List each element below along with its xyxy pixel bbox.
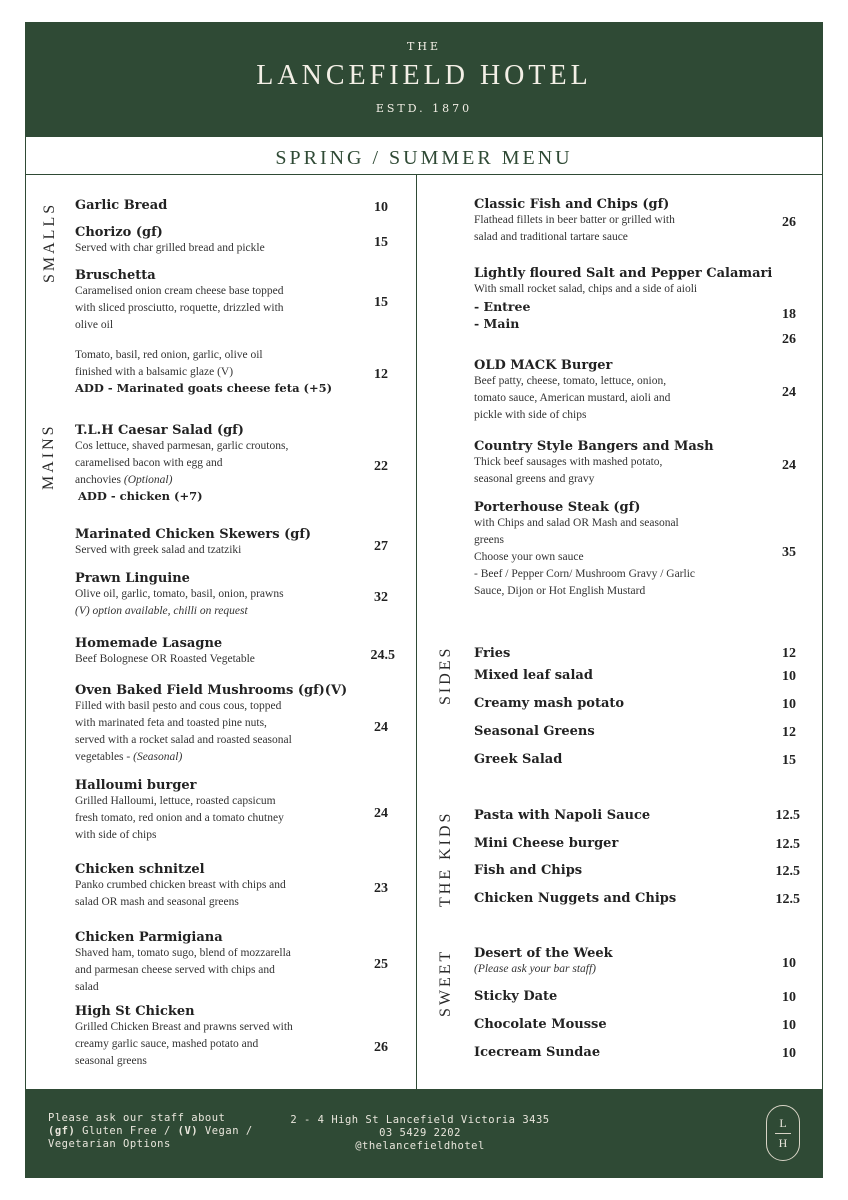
logo-bar	[775, 1133, 791, 1134]
menu-title: SPRING / SUMMER MENU	[25, 137, 823, 175]
item-price: 25	[374, 957, 388, 972]
item-desc: Olive oil, garlic, tomato, basil, onion, prawns	[75, 588, 284, 600]
contact-info	[285, 1114, 555, 1153]
menu-item	[474, 946, 613, 978]
item-price: 15	[374, 295, 388, 310]
item-desc: Flathead fillets in beer batter or grilled with	[474, 214, 675, 226]
item-price: 15	[782, 753, 796, 768]
item-desc: greens	[474, 534, 505, 546]
footer	[25, 1089, 823, 1178]
kids-item: Pasta with Napoli Sauce	[474, 808, 651, 823]
item-desc: Sauce, Dijon or Hot English Mustard	[474, 585, 646, 597]
item-desc: Thick beef sausages with mashed potato,	[474, 456, 663, 468]
menu-item	[75, 198, 167, 213]
item-price: 10	[782, 697, 796, 712]
header	[25, 22, 823, 137]
item-desc-text: anchovies	[75, 474, 121, 486]
item-desc: with sliced prosciutto, roquette, drizzled with	[75, 302, 284, 314]
item-name: Bruschetta	[75, 268, 156, 283]
item-desc: Served with greek salad and tzatziki	[75, 544, 242, 556]
menu-item	[75, 636, 255, 668]
sweet-item: Chocolate Mousse	[474, 1017, 607, 1032]
item-name: Chicken Parmigiana	[75, 930, 223, 945]
side-item: Creamy mash potato	[474, 696, 625, 711]
item-option: - Main	[474, 316, 520, 331]
item-add: ADD - Marinated goats cheese feta (+5)	[75, 381, 333, 395]
item-price: 26	[782, 215, 796, 230]
menu-item	[75, 268, 284, 334]
section-kids: THE KIDS	[437, 810, 454, 907]
social-handle: @thelancefieldhotel	[355, 1140, 485, 1152]
section-smalls: SMALLS	[41, 201, 58, 283]
kids-item: Fish and Chips	[474, 863, 583, 878]
item-desc: and parmesan cheese served with chips and	[75, 964, 275, 976]
item-desc: Shaved ham, tomato sugo, blend of mozzarella	[75, 947, 291, 959]
item-desc: finished with a balsamic glaze (V)	[75, 366, 234, 378]
item-price: 23	[374, 881, 388, 896]
menu-item	[75, 571, 284, 620]
item-desc	[75, 472, 288, 489]
item-price: 12	[374, 367, 388, 382]
dietary-line: Please ask our staff about	[48, 1112, 226, 1124]
item-name: Desert of the Week	[474, 946, 613, 961]
side-item: Mixed leaf salad	[474, 668, 593, 683]
item-desc: With small rocket salad, chips and a side of aioli	[474, 283, 698, 295]
menu-item	[75, 862, 286, 911]
item-name: Oven Baked Field Mushrooms (gf)(V)	[75, 683, 348, 698]
item-desc: Tomato, basil, red onion, garlic, olive oil	[75, 349, 263, 361]
item-desc: with side of chips	[75, 829, 157, 841]
item-desc: salad OR mash and seasonal greens	[75, 896, 239, 908]
item-name: Country Style Bangers and Mash	[474, 439, 714, 454]
item-desc: fresh tomato, red onion and a tomato chutney	[75, 812, 284, 824]
dietary-line	[48, 1125, 253, 1138]
item-desc: Grilled Halloumi, lettuce, roasted capsicum	[75, 795, 276, 807]
section-sweet: SWEET	[437, 948, 454, 1017]
header-the: THE	[407, 40, 441, 53]
item-name: Porterhouse Steak (gf)	[474, 500, 641, 515]
item-name: Garlic Bread	[75, 198, 168, 213]
item-desc: salad	[75, 981, 99, 993]
item-desc: Choose your own sauce	[474, 551, 584, 563]
item-price: 26	[782, 332, 796, 347]
item-desc: pickle with side of chips	[474, 409, 587, 421]
menu-item	[75, 1004, 293, 1070]
item-name: Chicken schnitzel	[75, 862, 205, 877]
gf-tag: (gf)	[48, 1125, 76, 1137]
item-price: 26	[374, 1040, 388, 1055]
logo-letter: L	[779, 1116, 787, 1130]
item-desc: Served with char grilled bread and pickle	[75, 242, 265, 254]
item-desc-text: vegetables -	[75, 751, 134, 763]
menu-item	[474, 439, 714, 488]
item-desc: caramelised bacon with egg and	[75, 457, 223, 469]
item-name: Prawn Linguine	[75, 571, 190, 586]
seasonal-note: (Seasonal)	[133, 751, 183, 763]
item-price: 24	[782, 458, 796, 473]
logo-letter: H	[778, 1136, 788, 1150]
item-name: Lightly floured Salt and Pepper Calamari	[474, 266, 773, 281]
item-price: 24	[374, 720, 388, 735]
hotel-name: LANCEFIELD HOTEL	[256, 60, 592, 91]
dietary-note	[48, 1112, 253, 1151]
item-price: 12.5	[775, 837, 800, 852]
item-name: T.L.H Caesar Salad (gf)	[75, 423, 244, 438]
item-desc	[75, 749, 347, 766]
item-desc: Cos lettuce, shaved parmesan, garlic croutons,	[75, 440, 289, 452]
item-desc: creamy garlic sauce, mashed potato and	[75, 1038, 259, 1050]
item-price: 12.5	[775, 808, 800, 823]
menu-item	[474, 358, 670, 424]
item-price: 35	[782, 545, 796, 560]
item-price: 10	[374, 200, 388, 215]
item-add: ADD - chicken (+7)	[78, 489, 203, 503]
item-desc: with Chips and salad OR Mash and seasonal	[474, 517, 679, 529]
kids-item: Chicken Nuggets and Chips	[474, 891, 677, 906]
item-price: 24	[782, 385, 796, 400]
section-mains: MAINS	[40, 423, 57, 490]
dietary-line: Vegetarian Options	[48, 1138, 171, 1150]
item-desc: Grilled Chicken Breast and prawns served with	[75, 1021, 293, 1033]
menu-item	[474, 266, 772, 331]
item-desc: seasonal greens	[75, 1055, 147, 1067]
item-option: - Entree	[474, 299, 531, 314]
menu-item	[75, 930, 291, 996]
item-price: 15	[374, 235, 388, 250]
item-price: 10	[782, 956, 796, 971]
established: ESTD. 1870	[375, 102, 473, 115]
menu-item	[75, 225, 265, 257]
item-price: 12.5	[775, 864, 800, 879]
item-desc: (V) option available, chilli on request	[75, 605, 248, 617]
item-price: 10	[782, 1046, 796, 1061]
item-desc: - Beef / Pepper Corn/ Mushroom Gravy / Garlic	[474, 568, 696, 580]
item-price: 22	[374, 459, 388, 474]
side-item: Seasonal Greens	[474, 724, 595, 739]
item-price: 10	[782, 1018, 796, 1033]
item-price: 12	[782, 646, 796, 661]
item-desc: Filled with basil pesto and cous cous, topped	[75, 700, 282, 712]
dietary-text: Gluten Free /	[75, 1125, 178, 1137]
side-item: Greek Salad	[474, 752, 563, 767]
menu-item	[75, 778, 284, 844]
menu-item	[474, 500, 695, 600]
item-price: 32	[374, 590, 388, 605]
phone: 03 5429 2202	[379, 1127, 461, 1139]
section-sides: SIDES	[437, 645, 454, 705]
item-desc: Beef Bolognese OR Roasted Vegetable	[75, 653, 255, 665]
address: 2 - 4 High St Lancefield Victoria 3435	[290, 1114, 550, 1126]
kids-item: Mini Cheese burger	[474, 836, 619, 851]
menu-item	[75, 527, 311, 559]
item-price: 24.5	[370, 648, 395, 663]
optional-note: (Optional)	[123, 474, 173, 486]
menu-item	[75, 347, 332, 395]
item-name: Halloumi burger	[75, 778, 197, 793]
sweet-item: Sticky Date	[474, 989, 558, 1004]
item-desc: tomato sauce, American mustard, aioli and	[474, 392, 671, 404]
item-name: Classic Fish and Chips (gf)	[474, 197, 670, 212]
sweet-item: Icecream Sundae	[474, 1045, 601, 1060]
dietary-text: Vegan /	[198, 1125, 253, 1137]
item-price: 18	[782, 307, 796, 322]
item-price: 24	[374, 806, 388, 821]
item-name: Marinated Chicken Skewers (gf)	[75, 527, 312, 542]
menu-item	[474, 197, 675, 246]
menu-item	[75, 423, 288, 503]
v-tag: (V)	[177, 1125, 199, 1137]
item-desc: (Please ask your bar staff)	[474, 963, 597, 975]
item-name: High St Chicken	[75, 1004, 195, 1019]
item-name: OLD MACK Burger	[474, 358, 613, 373]
item-desc: Caramelised onion cream cheese base topped	[75, 285, 284, 297]
side-item: Fries	[474, 646, 511, 661]
item-price: 12.5	[775, 892, 800, 907]
item-desc: served with a rocket salad and roasted seasonal	[75, 734, 292, 746]
item-price: 27	[374, 539, 388, 554]
item-desc: with marinated feta and toasted pine nuts,	[75, 717, 267, 729]
item-price: 10	[782, 990, 796, 1005]
item-desc: salad and traditional tartare sauce	[474, 231, 628, 243]
item-price: 10	[782, 669, 796, 684]
item-desc: olive oil	[75, 319, 114, 331]
menu-item	[75, 683, 347, 766]
item-desc: Beef patty, cheese, tomato, lettuce, onion,	[474, 375, 667, 387]
item-desc: seasonal greens and gravy	[474, 473, 595, 485]
lh-logo	[766, 1105, 800, 1161]
item-name: Homemade Lasagne	[75, 636, 223, 651]
item-desc: Panko crumbed chicken breast with chips and	[75, 879, 286, 891]
item-name: Chorizo (gf)	[75, 225, 163, 240]
column-divider	[416, 175, 417, 1089]
item-price: 12	[782, 725, 796, 740]
